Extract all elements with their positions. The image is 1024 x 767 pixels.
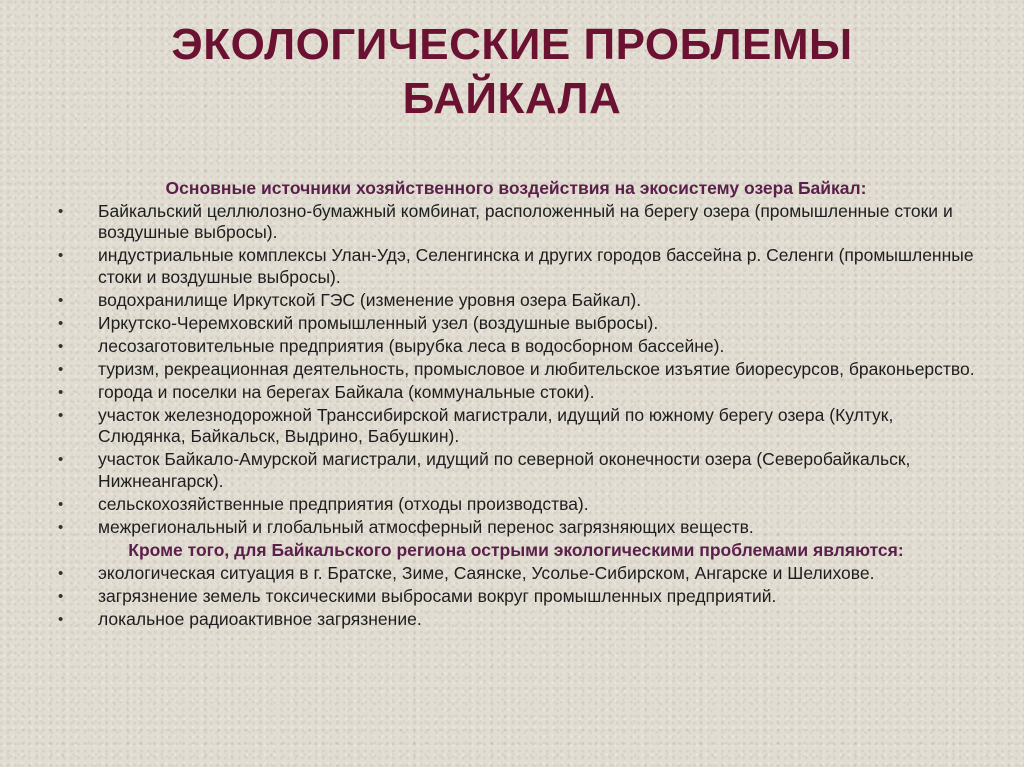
list-item-text: туризм, рекреационная деятельность, промысловое и любительское изъятие биоресурсов, браконьерство.: [98, 358, 975, 379]
bullet-icon: •: [58, 314, 64, 332]
list-item: [56, 449, 976, 492]
list-item-text: загрязнение земель токсическими выбросами вокруг промышленных предприятий.: [98, 585, 777, 606]
bullet-icon: •: [58, 360, 64, 378]
list-item: [56, 494, 976, 516]
bullet-icon: •: [58, 247, 64, 264]
bullet-icon: •: [58, 495, 64, 513]
list-item: [56, 609, 976, 631]
list-item: [56, 359, 976, 381]
list-item: [56, 382, 976, 404]
list-item-text: локальное радиоактивное загрязнение.: [98, 608, 422, 629]
list-item-text: участок железнодорожной Транссибирской магистрали, идущий по южному берегу озера (Култук, Слюдянка, Байкальск, Выдрино, Бабушкин).: [98, 404, 894, 446]
section-heading-problems: Кроме того, для Байкальского региона острыми экологическими проблемами являются:: [128, 540, 904, 560]
list-item: [56, 313, 976, 335]
list-item: [56, 290, 976, 312]
bullet-icon: •: [58, 518, 64, 536]
bullet-icon: •: [58, 451, 64, 468]
list-item-text: Байкальский целлюлозно-бумажный комбинат, расположенный на берегу озера (промышленные стоки и воздушные выбросы).: [98, 200, 953, 242]
title-line-2: БАЙКАЛА: [402, 74, 622, 123]
list-item-text: индустриальные комплексы Улан-Удэ, Селенгинска и других городов бассейна р. Селенги (промышленные стоки и воздушные выбросы).: [98, 245, 974, 287]
bullet-icon: •: [58, 202, 64, 220]
section-heading-sources: Основные источники хозяйственного воздействия на экосистему озера Байкал:: [165, 178, 867, 198]
sources-list: [56, 201, 976, 539]
list-item-text: участок Байкало-Амурской магистрали, идущий по северной оконечности озера (Северобайкальск, Нижнеангарск).: [98, 449, 911, 491]
list-item-text: Иркутско-Черемховский промышленный узел (воздушные выбросы).: [98, 312, 659, 333]
bullet-icon: •: [58, 337, 64, 355]
bullet-icon: •: [58, 383, 64, 401]
list-item-text: водохранилище Иркутской ГЭС (изменение уровня озера Байкал).: [98, 289, 642, 310]
list-item: [56, 563, 976, 585]
list-item-text: лесозаготовительные предприятия (вырубка леса в водосборном бассейне).: [98, 335, 725, 356]
page-title: [0, 18, 1024, 126]
slide-content: [56, 178, 976, 632]
list-item: [56, 336, 976, 358]
list-item: [56, 245, 976, 288]
bullet-icon: •: [58, 291, 64, 309]
problems-list: [56, 563, 976, 631]
list-item: [56, 405, 976, 448]
list-item: [56, 201, 976, 244]
bullet-icon: •: [58, 610, 64, 628]
list-item-text: экологическая ситуация в г. Братске, Зиме, Саянске, Усолье-Сибирском, Ангарске и Шелихове.: [98, 562, 875, 583]
list-item-text: города и поселки на берегах Байкала (коммунальные стоки).: [98, 381, 595, 402]
bullet-icon: •: [58, 564, 64, 582]
list-item: [56, 517, 976, 539]
bullet-icon: •: [58, 406, 64, 424]
bullet-icon: •: [58, 587, 64, 605]
list-item-text: сельскохозяйственные предприятия (отходы производства).: [98, 493, 589, 514]
title-line-1: ЭКОЛОГИЧЕСКИЕ ПРОБЛЕМЫ: [171, 20, 853, 69]
list-item-text: межрегиональный и глобальный атмосферный перенос загрязняющих веществ.: [98, 516, 754, 537]
list-item: [56, 586, 976, 608]
